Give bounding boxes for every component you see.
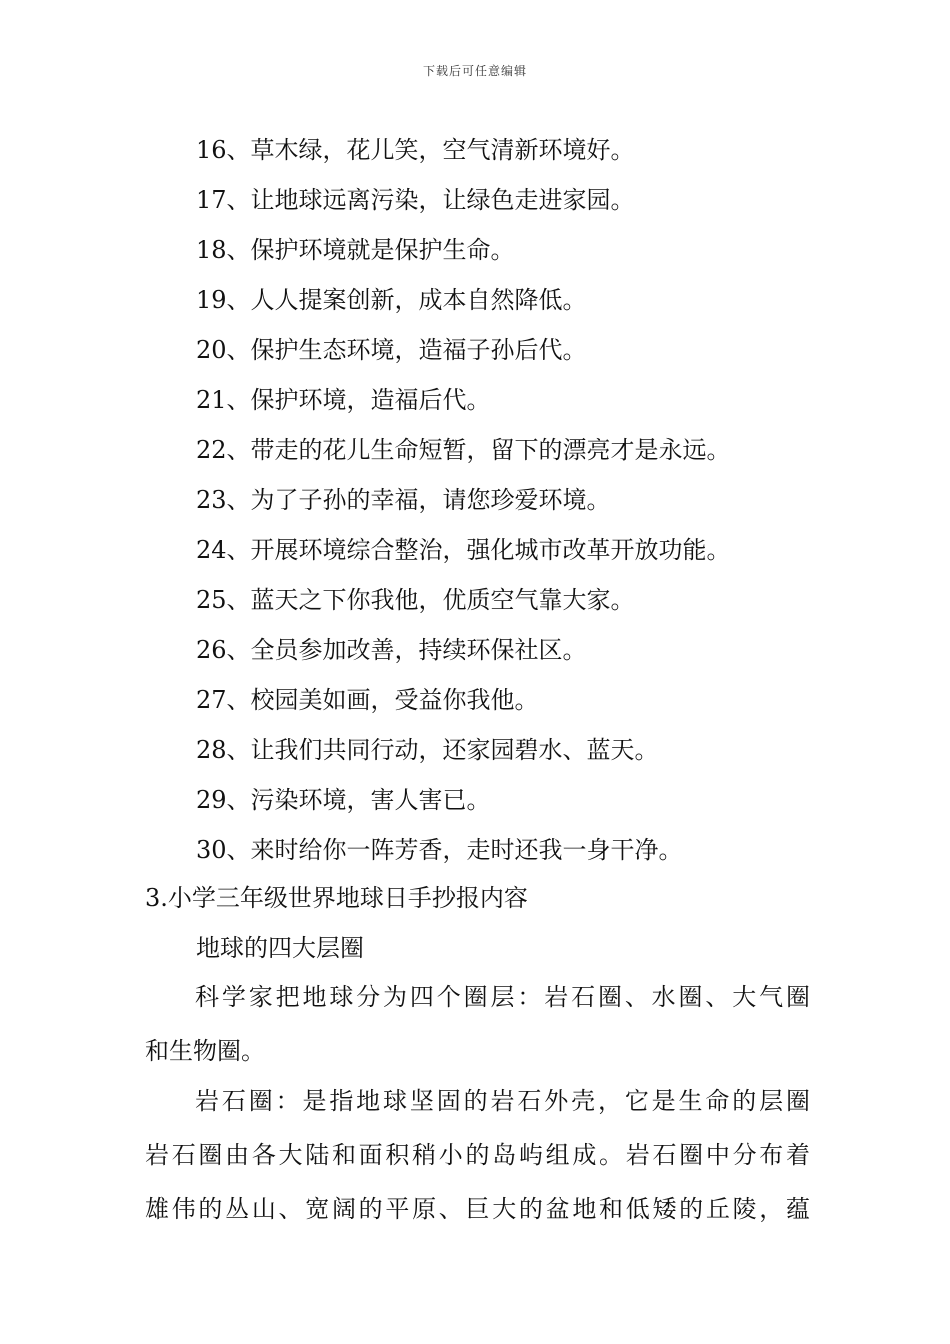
list-item: 18、保护环境就是保护生命。 [196,236,515,264]
paragraph-earth-spheres [145,970,810,1078]
slogan-list [196,134,731,884]
paragraph-line: 科学家把地球分为四个圈层：岩石圈、水圈、大气圈 [195,983,810,1011]
list-item: 21、保护环境，造福后代。 [196,386,491,414]
list-item: 19、人人提案创新，成本自然降低。 [196,286,587,314]
list-item: 20、保护生态环境，造福子孙后代。 [196,336,587,364]
paragraph-line: 岩石圈由各大陆和面积稍小的岛屿组成。岩石圈中分布着 [145,1141,810,1169]
section-title: 3.小学三年级世界地球日手抄报内容 [145,884,528,912]
list-item: 27、校园美如画，受益你我他。 [196,686,539,714]
list-item: 22、带走的花儿生命短暂，留下的漂亮才是永远。 [196,436,731,464]
paragraph-lithosphere [145,1074,810,1236]
list-item: 17、让地球远离污染，让绿色走进家园。 [196,186,635,214]
list-item: 24、开展环境综合整治，强化城市改革开放功能。 [196,536,731,564]
paragraph-line: 和生物圈。 [145,1037,265,1065]
list-item: 29、污染环境，害人害已。 [196,786,491,814]
list-item: 30、来时给你一阵芳香，走时还我一身干净。 [196,836,683,864]
list-item: 25、蓝天之下你我他，优质空气靠大家。 [196,586,635,614]
list-item: 16、草木绿，花儿笑，空气清新环境好。 [196,136,635,164]
page-header: 下载后可任意编辑 [422,64,527,78]
list-item: 23、为了子孙的幸福，请您珍爱环境。 [196,486,611,514]
paragraph-line: 岩石圈：是指地球坚固的岩石外壳，它是生命的层圈 [195,1087,810,1115]
paragraph-line: 雄伟的丛山、宽阔的平原、巨大的盆地和低矮的丘陵，蕴 [145,1195,810,1223]
section-subtitle: 地球的四大层圈 [196,934,364,962]
list-item: 26、全员参加改善，持续环保社区。 [196,636,587,664]
list-item: 28、让我们共同行动，还家园碧水、蓝天。 [196,736,659,764]
